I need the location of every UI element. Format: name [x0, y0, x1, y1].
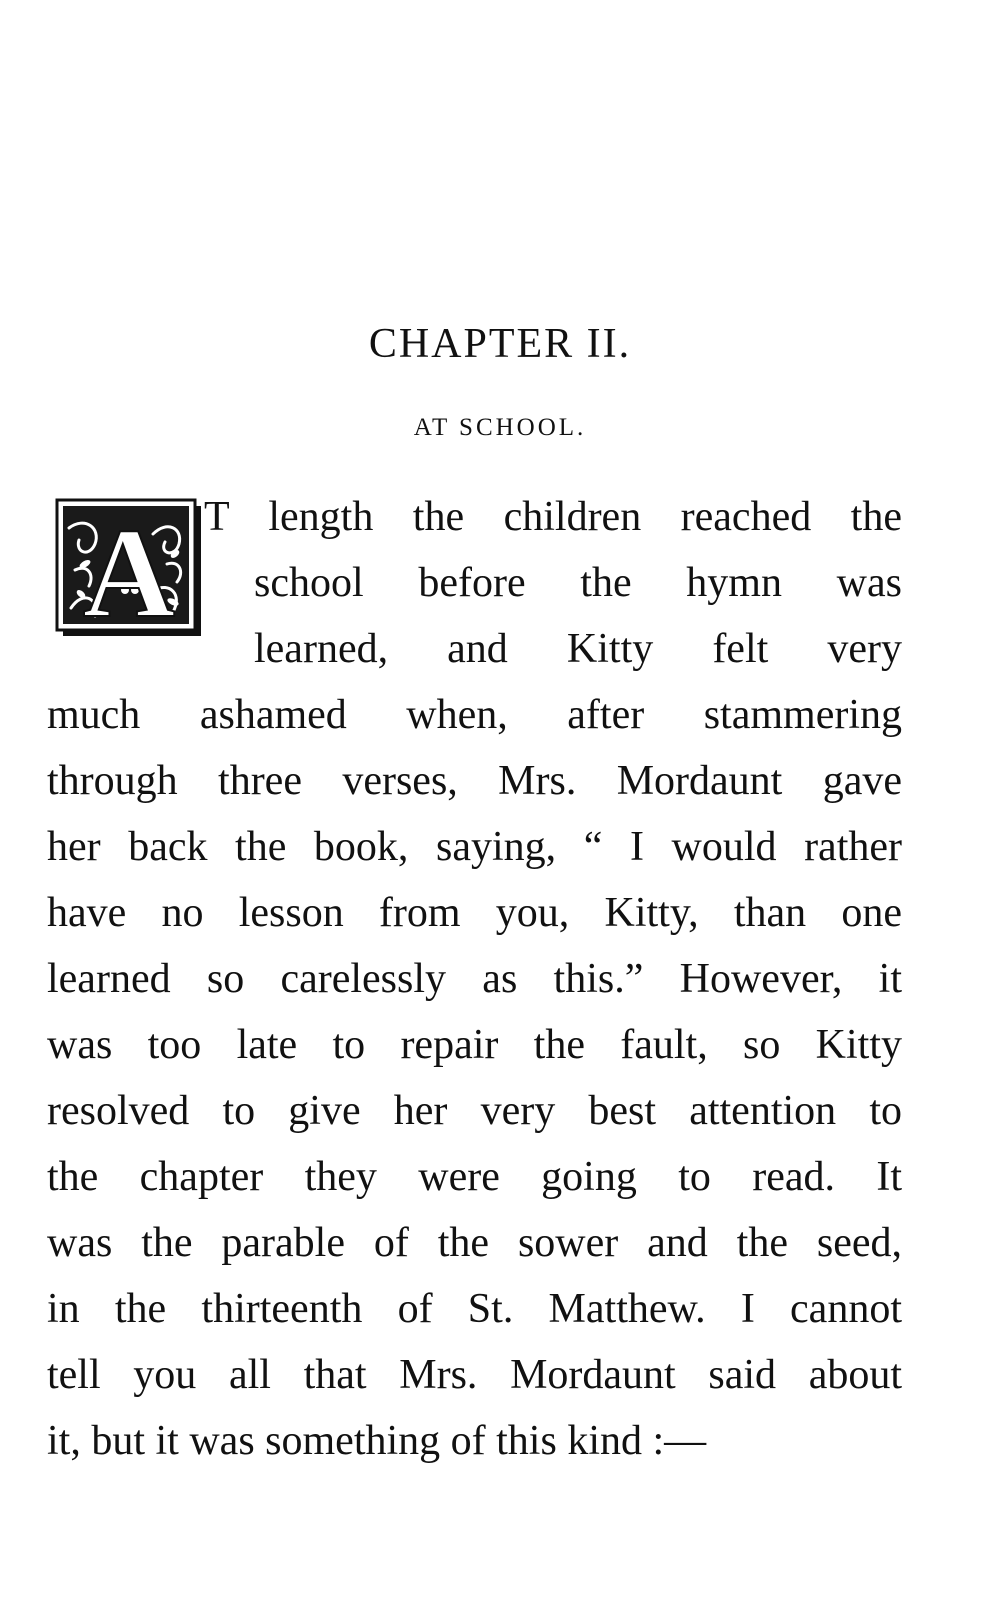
- text-line-14: tell you all that Mrs. Mordaunt said about: [47, 1352, 902, 1398]
- ornamental-initial-icon: [55, 498, 205, 640]
- text-line-15: it, but it was something of this kind :—: [47, 1418, 707, 1464]
- drop-cap-letter: A: [82, 502, 176, 640]
- text-line-4: much ashamed when, after stammering: [47, 692, 902, 738]
- text-line-8: learned so carelessly as this.” However, it: [47, 956, 902, 1002]
- chapter-heading: CHAPTER II.: [368, 321, 632, 367]
- text-line-9: was too late to repair the fault, so Kitty: [47, 1022, 902, 1068]
- text-line-5: through three verses, Mrs. Mordaunt gave: [47, 758, 902, 804]
- text-line-11: the chapter they were going to read. It: [47, 1154, 902, 1200]
- text-line-2: school before the hymn was: [254, 560, 902, 606]
- text-line-10: resolved to give her very best attention to: [47, 1088, 902, 1134]
- chapter-title: AT SCHOOL.: [413, 414, 587, 441]
- text-line-12: was the parable of the sower and the seed,: [47, 1220, 902, 1266]
- text-line-13: in the thirteenth of St. Matthew. I cannot: [47, 1286, 902, 1332]
- text-line-1: T length the children reached the: [204, 494, 902, 540]
- text-line-3: learned, and Kitty felt very: [254, 626, 902, 672]
- drop-cap-initial: [55, 498, 205, 640]
- text-line-7: have no lesson from you, Kitty, than one: [47, 890, 902, 936]
- text-line-6: her back the book, saying, “ I would rather: [47, 824, 902, 870]
